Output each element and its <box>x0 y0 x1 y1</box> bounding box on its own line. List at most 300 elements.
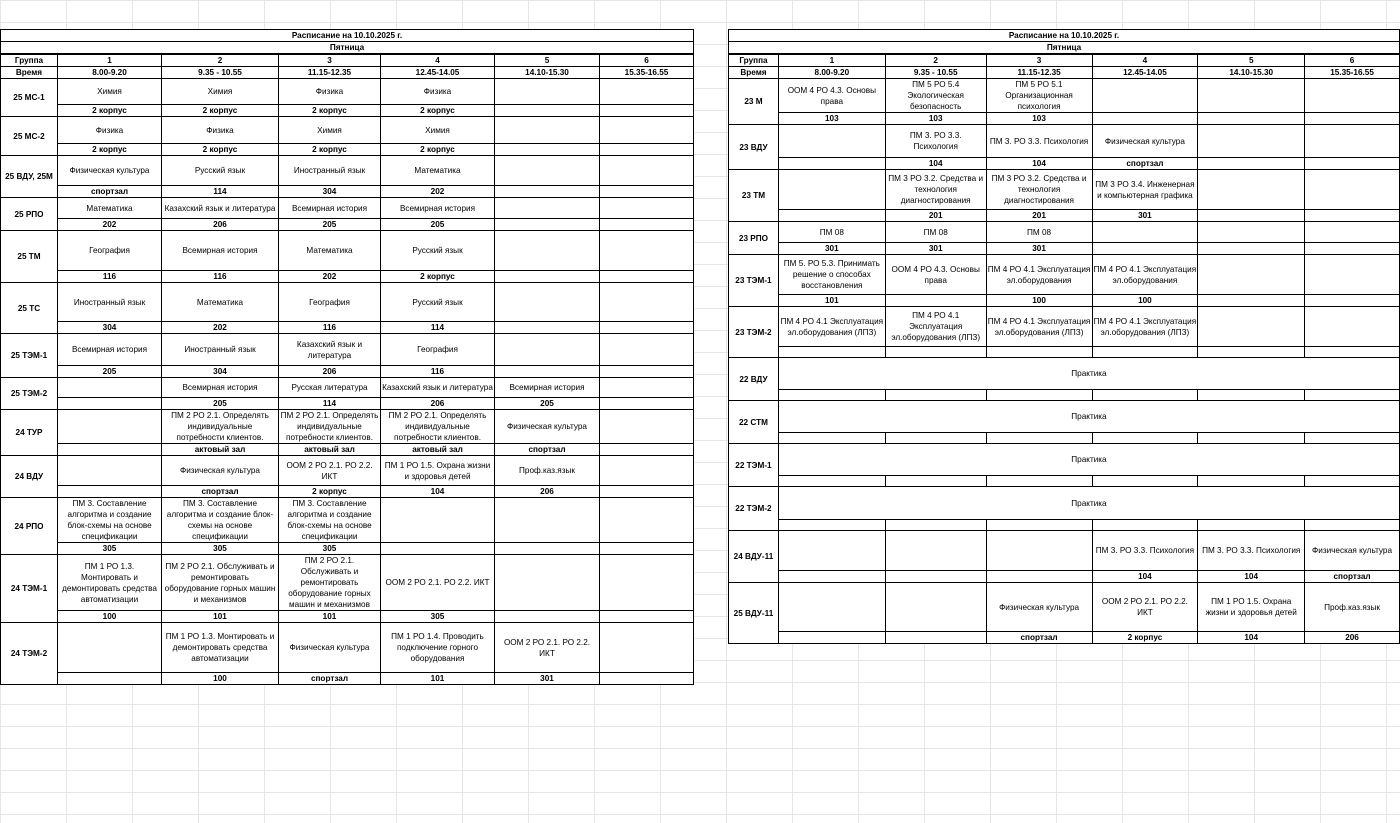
subject-cell <box>986 531 1092 571</box>
room-cell: 205 <box>495 398 600 410</box>
subject-cell: ПМ 1 РО 1.5. Охрана жизни и здоровья детей <box>381 456 495 486</box>
room-cell: 201 <box>885 210 986 222</box>
room-cell <box>885 390 986 401</box>
subject-cell: Химия <box>381 117 495 144</box>
room-cell <box>1305 433 1400 444</box>
subject-cell <box>1198 222 1305 243</box>
subject-cell: ПМ 5. РО 5.3. Принимать решение о способах восстановления <box>778 255 885 295</box>
room-cell <box>600 186 694 198</box>
schedule-sheet-left <box>0 29 694 685</box>
subject-cell <box>58 378 162 398</box>
room-cell <box>1092 243 1198 255</box>
subject-cell <box>1305 125 1400 158</box>
subject-cell <box>600 498 694 543</box>
subject-cell <box>495 156 600 186</box>
subject-cell: Физика <box>58 117 162 144</box>
subject-cell: Всемирная история <box>495 378 600 398</box>
subject-cell: Русская литература <box>279 378 381 398</box>
room-cell <box>778 476 885 487</box>
room-cell <box>58 398 162 410</box>
room-cell <box>1198 347 1305 358</box>
subject-cell <box>600 410 694 444</box>
room-cell: актовый зал <box>279 444 381 456</box>
room-cell <box>885 295 986 307</box>
subject-cell <box>778 125 885 158</box>
room-cell: 205 <box>279 219 381 231</box>
room-cell: актовый зал <box>381 444 495 456</box>
pair-number: 1 <box>778 54 885 67</box>
group-name: 23 М <box>729 79 779 125</box>
pair-number: 5 <box>1198 54 1305 67</box>
room-cell <box>1092 390 1198 401</box>
pair-number: 2 <box>885 54 986 67</box>
subject-cell <box>1092 222 1198 243</box>
group-name: 25 МС-2 <box>1 117 58 156</box>
room-cell <box>1198 390 1305 401</box>
room-cell <box>1305 520 1400 531</box>
room-cell: 116 <box>381 366 495 378</box>
subject-cell: ПМ 2 РО 2.1. Определять индивидуальные потребности клиентов. <box>381 410 495 444</box>
group-room-row <box>1 322 694 334</box>
subject-cell: Всемирная история <box>279 198 381 219</box>
subject-cell <box>1198 125 1305 158</box>
room-cell <box>885 433 986 444</box>
group-row <box>729 170 1400 210</box>
room-cell: 304 <box>58 322 162 334</box>
room-cell: 301 <box>495 673 600 685</box>
room-cell <box>495 271 600 283</box>
subject-cell: Иностранный язык <box>58 283 162 322</box>
subject-cell <box>885 531 986 571</box>
group-room-row <box>729 632 1400 644</box>
group-name: 23 ТЭМ-2 <box>729 307 779 358</box>
subject-cell: Физическая культура <box>279 623 381 673</box>
subject-cell: Всемирная история <box>381 198 495 219</box>
subject-cell: Физическая культура <box>58 156 162 186</box>
room-cell: 2 корпус <box>162 144 279 156</box>
room-cell: 202 <box>279 271 381 283</box>
room-cell: 100 <box>1092 295 1198 307</box>
room-cell <box>495 322 600 334</box>
subject-cell: География <box>381 334 495 366</box>
room-cell: 301 <box>1092 210 1198 222</box>
subject-cell: Физика <box>279 79 381 105</box>
room-cell <box>1198 433 1305 444</box>
group-row <box>729 487 1400 520</box>
subject-cell: ПМ 4 РО 4.1 Эксплуатация эл.оборудования (ЛПЗ) <box>778 307 885 347</box>
room-cell: 2 корпус <box>58 144 162 156</box>
room-cell: 103 <box>885 113 986 125</box>
room-cell: актовый зал <box>162 444 279 456</box>
room-cell: 2 корпус <box>279 144 381 156</box>
subject-cell: Математика <box>162 283 279 322</box>
room-cell <box>1305 113 1400 125</box>
room-cell <box>381 543 495 555</box>
room-cell: 206 <box>279 366 381 378</box>
room-cell <box>495 366 600 378</box>
subject-cell: ПМ 2 РО 2.1. Определять индивидуальные потребности клиентов. <box>162 410 279 444</box>
group-name: 22 ВДУ <box>729 358 779 401</box>
subject-cell <box>1198 79 1305 113</box>
room-cell <box>778 390 885 401</box>
subject-cell <box>600 456 694 486</box>
room-cell <box>1092 433 1198 444</box>
group-row <box>729 583 1400 632</box>
subject-cell <box>495 231 600 271</box>
group-name: 25 ТЭМ-2 <box>1 378 58 410</box>
pair-time: 11.15-12.35 <box>279 67 381 79</box>
group-name: 23 ТМ <box>729 170 779 222</box>
subject-cell: ПМ 08 <box>885 222 986 243</box>
group-row <box>1 198 694 219</box>
subject-cell: География <box>58 231 162 271</box>
subject-cell: ПМ 3. РО 3.3. Психология <box>986 125 1092 158</box>
room-cell <box>778 433 885 444</box>
pair-time: 12.45-14.05 <box>1092 67 1198 79</box>
room-cell <box>600 144 694 156</box>
room-cell <box>778 571 885 583</box>
group-room-row <box>729 210 1400 222</box>
room-cell <box>495 611 600 623</box>
room-cell: 206 <box>162 219 279 231</box>
subject-cell: Физика <box>162 117 279 144</box>
subject-cell <box>600 334 694 366</box>
group-room-row <box>729 158 1400 170</box>
room-cell: 201 <box>986 210 1092 222</box>
subject-cell: Химия <box>279 117 381 144</box>
subject-cell <box>600 117 694 144</box>
room-cell: 2 корпус <box>1092 632 1198 644</box>
subject-cell <box>778 531 885 571</box>
room-cell: спортзал <box>1092 158 1198 170</box>
room-cell: 104 <box>986 158 1092 170</box>
subject-cell <box>600 231 694 271</box>
group-room-row <box>729 347 1400 358</box>
room-cell: 305 <box>381 611 495 623</box>
room-cell <box>1305 476 1400 487</box>
subject-cell: Проф.каз.язык <box>495 456 600 486</box>
subject-cell <box>600 198 694 219</box>
group-room-row <box>729 390 1400 401</box>
subject-cell <box>1198 307 1305 347</box>
room-cell <box>1092 113 1198 125</box>
subject-cell: Всемирная история <box>162 378 279 398</box>
room-cell <box>885 476 986 487</box>
pair-number: 2 <box>162 54 279 67</box>
room-cell <box>885 632 986 644</box>
room-cell: 116 <box>58 271 162 283</box>
group-name: 24 ВДУ-11 <box>729 531 779 583</box>
room-cell: 205 <box>162 398 279 410</box>
group-room-row <box>729 520 1400 531</box>
room-cell <box>495 144 600 156</box>
group-name: 24 ТУР <box>1 410 58 456</box>
group-room-row <box>1 398 694 410</box>
pair-time: 8.00-9.20 <box>58 67 162 79</box>
subject-cell: Проф.каз.язык <box>1305 583 1400 632</box>
room-cell <box>600 486 694 498</box>
room-cell: 305 <box>162 543 279 555</box>
pair-time: 8.00-9.20 <box>778 67 885 79</box>
subject-cell <box>600 623 694 673</box>
room-cell: 305 <box>58 543 162 555</box>
subject-cell <box>495 555 600 611</box>
subject-cell: ПМ 2 РО 2.1. Обслуживать и ремонтировать оборудование горных машин и механизмов <box>279 555 381 611</box>
group-row <box>1 410 694 444</box>
group-name: 24 РПО <box>1 498 58 555</box>
room-cell: 114 <box>162 186 279 198</box>
room-cell: 103 <box>778 113 885 125</box>
group-room-row <box>729 433 1400 444</box>
pair-time: 11.15-12.35 <box>986 67 1092 79</box>
subject-cell: Казахский язык и литература <box>381 378 495 398</box>
room-cell <box>986 520 1092 531</box>
room-cell <box>1092 347 1198 358</box>
group-name: 25 ТЭМ-1 <box>1 334 58 378</box>
subject-cell: Математика <box>381 156 495 186</box>
room-cell <box>600 366 694 378</box>
subject-cell: Иностранный язык <box>279 156 381 186</box>
subject-cell <box>1305 222 1400 243</box>
subject-cell <box>600 378 694 398</box>
pair-time: 15.35-16.55 <box>600 67 694 79</box>
subject-cell <box>600 555 694 611</box>
group-row <box>1 231 694 271</box>
room-cell <box>600 219 694 231</box>
subject-cell <box>600 156 694 186</box>
subject-cell: Физическая культура <box>1305 531 1400 571</box>
room-cell: спортзал <box>986 632 1092 644</box>
practice-cell: Практика <box>778 401 1399 433</box>
room-cell: 116 <box>162 271 279 283</box>
room-cell: 104 <box>1198 632 1305 644</box>
group-room-row <box>1 105 694 117</box>
group-room-row <box>729 476 1400 487</box>
room-cell: 304 <box>279 186 381 198</box>
schedule-table-left <box>0 29 694 685</box>
subject-cell: География <box>279 283 381 322</box>
room-cell <box>778 210 885 222</box>
subject-cell: ПМ 5 РО 5.4 Экологическая безопасность <box>885 79 986 113</box>
schedule-day: Пятница <box>729 42 1400 55</box>
subject-cell: Русский язык <box>381 283 495 322</box>
subject-cell: ПМ 3 РО 3.4. Инженерная и компьютерная графика <box>1092 170 1198 210</box>
room-cell: 202 <box>381 186 495 198</box>
group-row <box>729 531 1400 571</box>
group-row <box>729 307 1400 347</box>
room-cell <box>600 673 694 685</box>
room-cell: 301 <box>778 243 885 255</box>
room-cell <box>600 444 694 456</box>
schedule-title: Расписание на 10.10.2025 г. <box>729 30 1400 42</box>
subject-cell <box>381 498 495 543</box>
subject-cell: ООМ 2 РО 2.1. РО 2.2. ИКТ <box>1092 583 1198 632</box>
room-cell: 205 <box>381 219 495 231</box>
pair-number: 3 <box>986 54 1092 67</box>
practice-cell: Практика <box>778 358 1399 390</box>
group-room-row <box>1 673 694 685</box>
group-name: 22 ТЭМ-2 <box>729 487 779 531</box>
group-row <box>729 444 1400 476</box>
room-cell: 2 корпус <box>381 144 495 156</box>
subject-cell <box>495 283 600 322</box>
group-name: 22 СТМ <box>729 401 779 444</box>
room-cell: спортзал <box>162 486 279 498</box>
room-cell <box>495 105 600 117</box>
room-cell <box>1305 347 1400 358</box>
group-row <box>729 125 1400 158</box>
pair-time: 12.45-14.05 <box>381 67 495 79</box>
room-cell: 104 <box>1198 571 1305 583</box>
room-cell <box>986 390 1092 401</box>
room-cell <box>986 347 1092 358</box>
room-cell: 101 <box>778 295 885 307</box>
room-cell: 2 корпус <box>381 271 495 283</box>
room-cell <box>1198 113 1305 125</box>
subject-cell: ПМ 3 РО 3.2. Средства и технология диагностирования <box>885 170 986 210</box>
subject-cell: ПМ 4 РО 4.1 Эксплуатация эл.оборудования (ЛПЗ) <box>1092 307 1198 347</box>
room-cell <box>600 611 694 623</box>
room-cell <box>600 398 694 410</box>
room-cell: 202 <box>162 322 279 334</box>
group-room-row <box>729 295 1400 307</box>
subject-cell <box>885 583 986 632</box>
subject-cell: ПМ 4 РО 4.1 Эксплуатация эл.оборудования <box>1092 255 1198 295</box>
room-cell: 104 <box>885 158 986 170</box>
room-cell: 103 <box>986 113 1092 125</box>
pair-time: 9.35 - 10.55 <box>162 67 279 79</box>
room-cell: 101 <box>162 611 279 623</box>
subject-cell <box>1092 79 1198 113</box>
subject-cell: ПМ 1 РО 1.3. Монтировать и демонтировать средства автоматизации <box>58 555 162 611</box>
practice-cell: Практика <box>778 487 1399 520</box>
group-room-row <box>729 243 1400 255</box>
room-cell <box>58 673 162 685</box>
group-name: 23 РПО <box>729 222 779 255</box>
room-cell <box>1198 243 1305 255</box>
room-cell: 202 <box>58 219 162 231</box>
subject-cell: Физическая культура <box>495 410 600 444</box>
subject-cell <box>495 79 600 105</box>
group-room-row <box>729 113 1400 125</box>
group-name: 24 ТЭМ-2 <box>1 623 58 685</box>
subject-cell: ПМ 08 <box>986 222 1092 243</box>
subject-cell: ООМ 4 РО 4.3. Основы права <box>885 255 986 295</box>
group-room-row <box>1 186 694 198</box>
group-name: 25 ВДУ-11 <box>729 583 779 644</box>
room-cell <box>1092 476 1198 487</box>
room-cell <box>1198 158 1305 170</box>
room-cell: 2 корпус <box>162 105 279 117</box>
group-row <box>729 79 1400 113</box>
room-cell: спортзал <box>495 444 600 456</box>
room-cell <box>778 632 885 644</box>
room-cell <box>885 571 986 583</box>
group-name: 25 МС-1 <box>1 79 58 117</box>
group-name: 25 ТМ <box>1 231 58 283</box>
group-row <box>1 623 694 673</box>
subject-cell: Физическая культура <box>986 583 1092 632</box>
subject-cell: ПМ 3. РО 3.3. Психология <box>885 125 986 158</box>
group-name: 25 ВДУ, 25М <box>1 156 58 198</box>
subject-cell: ПМ 1 РО 1.5. Охрана жизни и здоровья детей <box>1198 583 1305 632</box>
subject-cell: ПМ 08 <box>778 222 885 243</box>
pair-number: 6 <box>1305 54 1400 67</box>
group-room-row <box>1 219 694 231</box>
subject-cell: Русский язык <box>162 156 279 186</box>
pair-number: 4 <box>381 54 495 67</box>
subject-cell: ПМ 3. РО 3.3. Психология <box>1198 531 1305 571</box>
room-cell <box>600 105 694 117</box>
room-cell <box>600 322 694 334</box>
subject-cell <box>58 623 162 673</box>
subject-cell: ПМ 3. Составление алгоритма и создание блок-схемы на основе спецификации <box>279 498 381 543</box>
room-cell <box>600 543 694 555</box>
room-cell: 2 корпус <box>279 486 381 498</box>
subject-cell: ПМ 3. Составление алгоритма и создание блок-схемы на основе спецификации <box>58 498 162 543</box>
pair-number: 3 <box>279 54 381 67</box>
room-cell <box>986 476 1092 487</box>
group-row <box>1 498 694 543</box>
subject-cell: ООМ 2 РО 2.1. РО 2.2. ИКТ <box>279 456 381 486</box>
subject-cell: ООМ 2 РО 2.1. РО 2.2. ИКТ <box>495 623 600 673</box>
time-column-header: Время <box>1 67 58 79</box>
group-column-header: Группа <box>729 54 779 67</box>
room-cell <box>1305 243 1400 255</box>
room-cell: 104 <box>381 486 495 498</box>
group-name: 22 ТЭМ-1 <box>729 444 779 487</box>
subject-cell: ПМ 2 РО 2.1. Определять индивидуальные потребности клиентов. <box>279 410 381 444</box>
subject-cell: Всемирная история <box>58 334 162 366</box>
room-cell <box>778 347 885 358</box>
group-name: 24 ВДУ <box>1 456 58 498</box>
room-cell <box>986 571 1092 583</box>
group-room-row <box>729 571 1400 583</box>
room-cell <box>1305 390 1400 401</box>
pair-number: 4 <box>1092 54 1198 67</box>
subject-cell <box>1198 255 1305 295</box>
schedule-day: Пятница <box>1 42 694 55</box>
room-cell <box>1198 210 1305 222</box>
room-cell <box>1198 476 1305 487</box>
room-cell <box>778 158 885 170</box>
room-cell: 114 <box>381 322 495 334</box>
subject-cell: ПМ 3. Составление алгоритма и создание блок-схемы на основе спецификации <box>162 498 279 543</box>
group-room-row <box>1 543 694 555</box>
subject-cell: Химия <box>162 79 279 105</box>
pair-number: 5 <box>495 54 600 67</box>
room-cell <box>600 271 694 283</box>
room-cell: спортзал <box>1305 571 1400 583</box>
room-cell: 305 <box>279 543 381 555</box>
room-cell: 2 корпус <box>381 105 495 117</box>
room-cell: 100 <box>58 611 162 623</box>
subject-cell: ПМ 4 РО 4.1 Эксплуатация эл.оборудования (ЛПЗ) <box>986 307 1092 347</box>
subject-cell <box>1305 307 1400 347</box>
subject-cell: ПМ 4 РО 4.1 Эксплуатация эл.оборудования <box>986 255 1092 295</box>
group-row <box>729 255 1400 295</box>
group-row <box>729 358 1400 390</box>
group-name: 25 ТС <box>1 283 58 334</box>
subject-cell: Казахский язык и литература <box>162 198 279 219</box>
pair-time: 14.10-15.30 <box>495 67 600 79</box>
subject-cell <box>495 198 600 219</box>
subject-cell: ООМ 4 РО 4.3. Основы права <box>778 79 885 113</box>
group-room-row <box>1 611 694 623</box>
group-row <box>1 334 694 366</box>
subject-cell <box>1305 79 1400 113</box>
subject-cell: Иностранный язык <box>162 334 279 366</box>
